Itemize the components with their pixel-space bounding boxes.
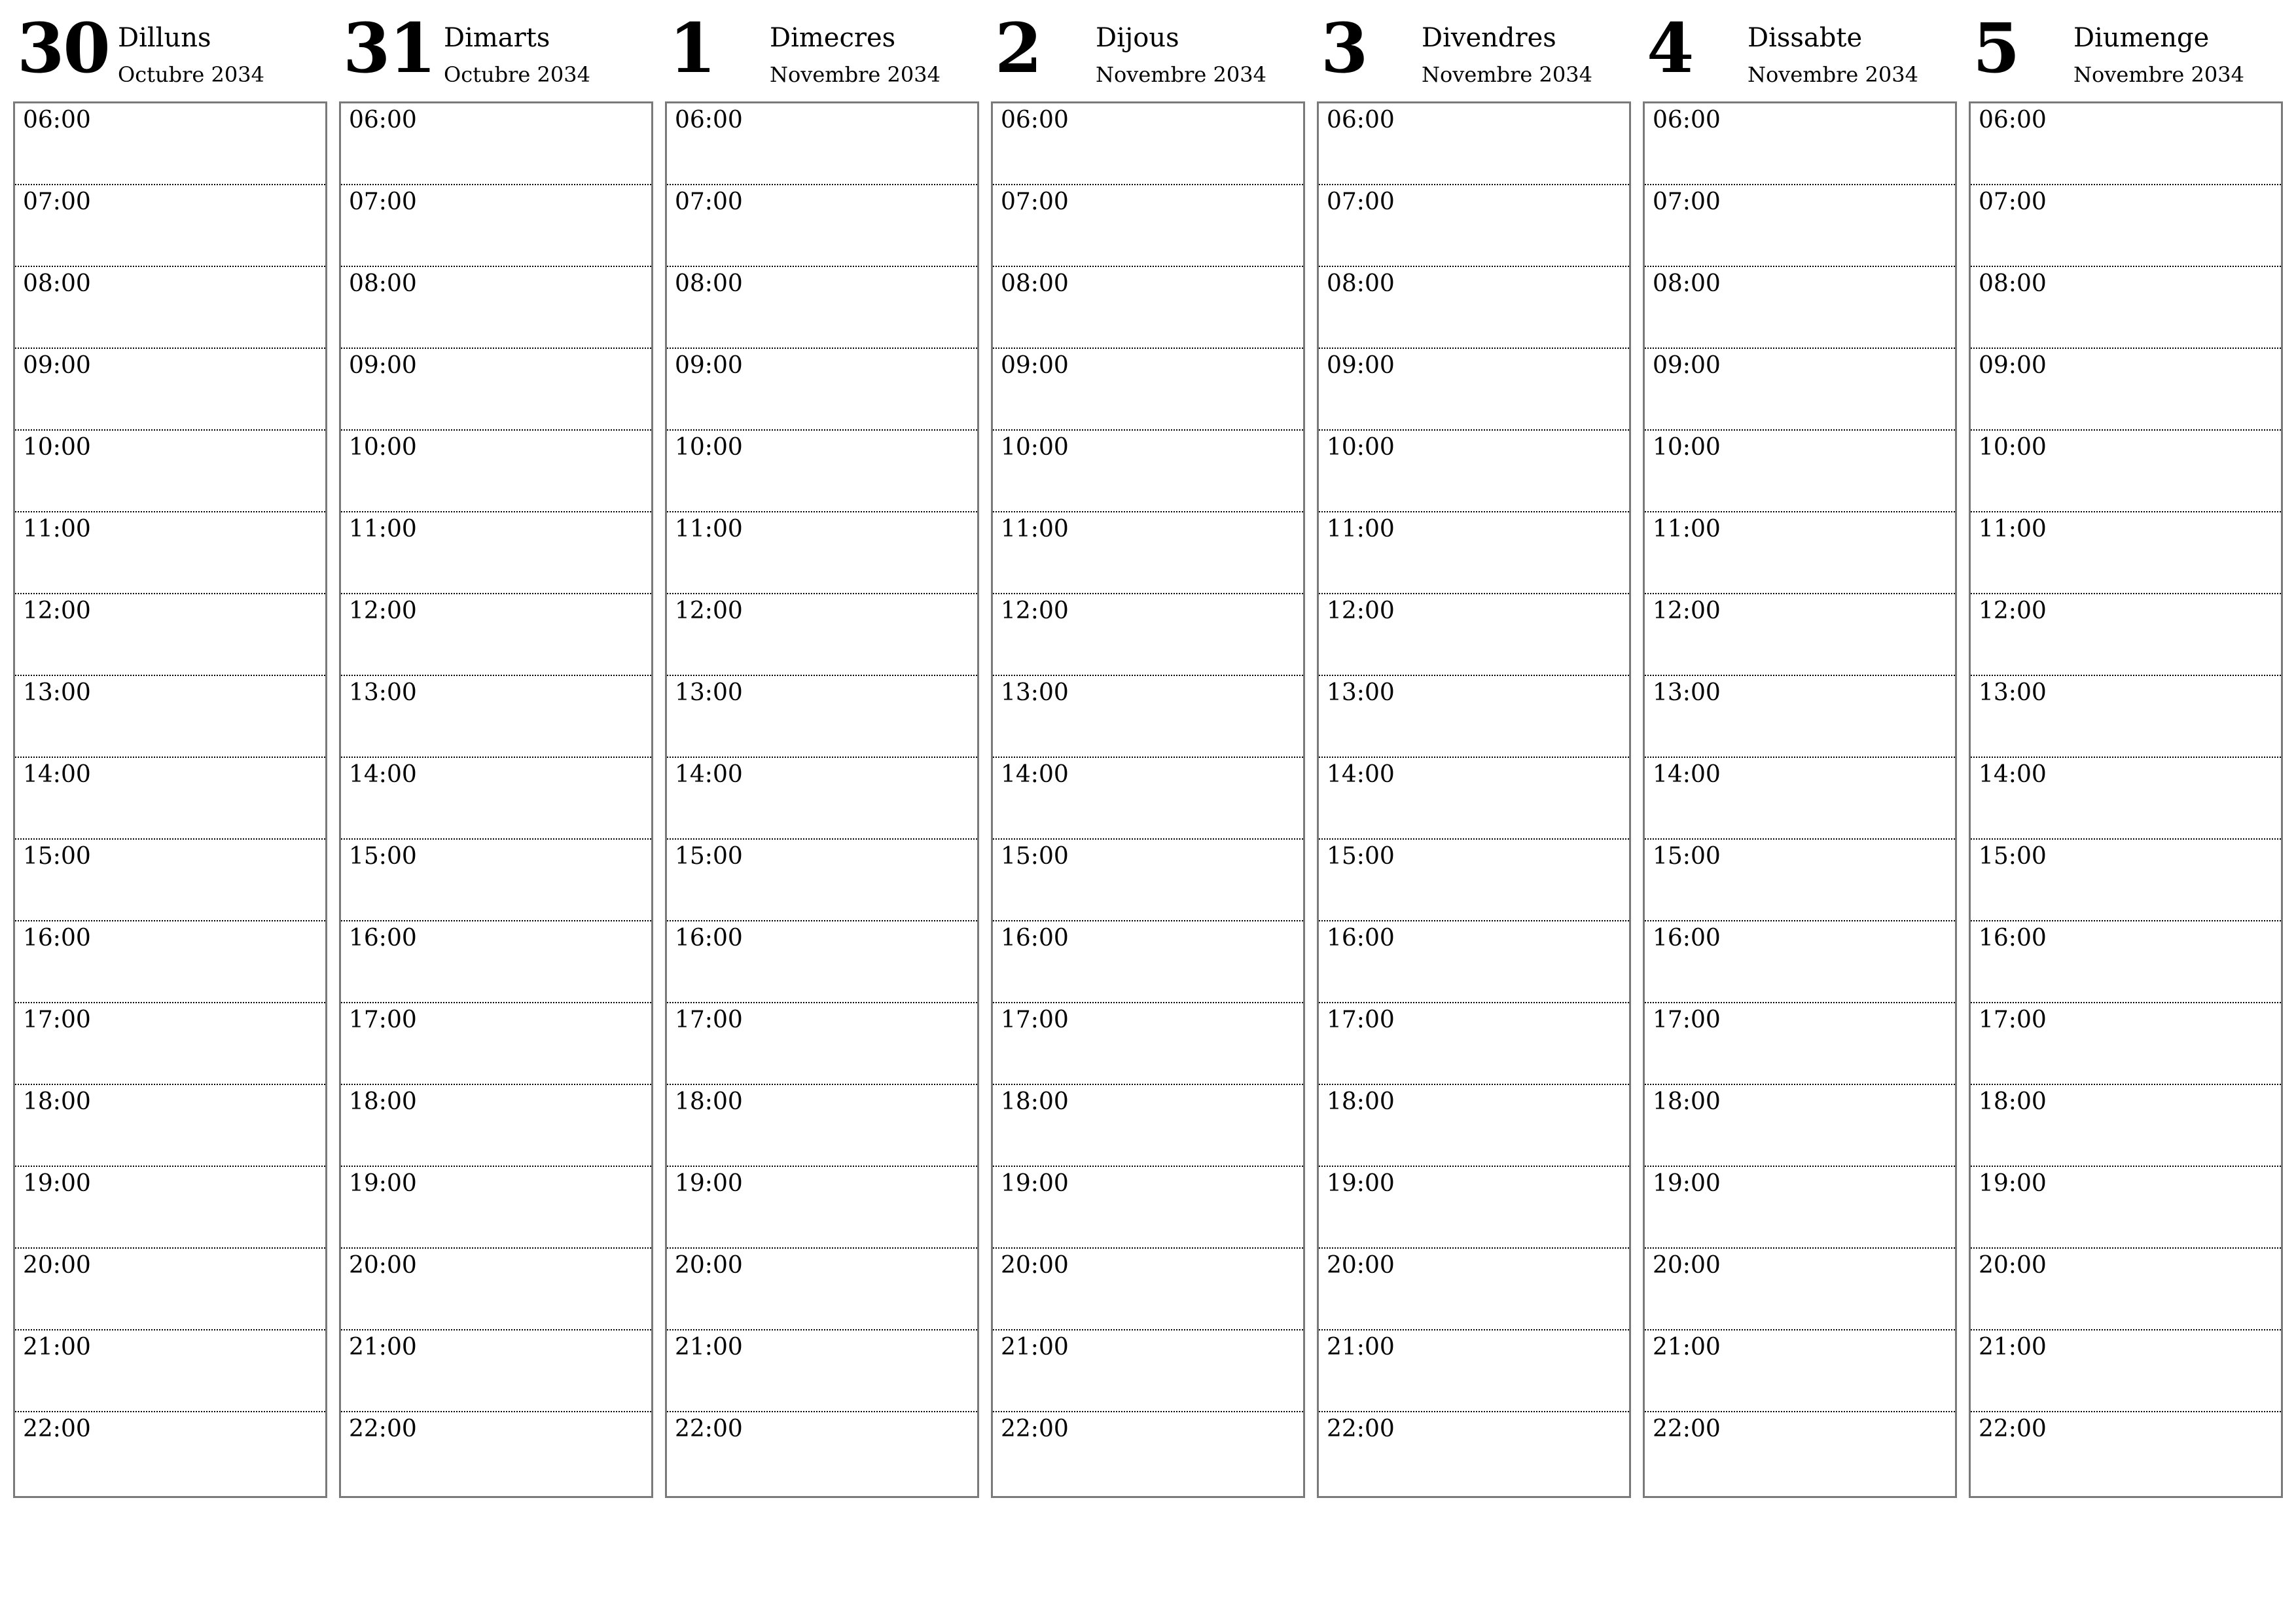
hour-slot[interactable] bbox=[993, 1330, 1303, 1412]
hour-label: 09:00 bbox=[1327, 352, 1395, 379]
hour-label: 15:00 bbox=[1979, 843, 2047, 870]
hour-slot[interactable] bbox=[15, 840, 325, 921]
hour-label: 11:00 bbox=[675, 516, 743, 543]
hour-slot[interactable] bbox=[1971, 512, 2281, 594]
day-column bbox=[665, 0, 978, 1499]
day-number: 2 bbox=[995, 8, 1041, 88]
hour-label: 22:00 bbox=[1653, 1416, 1721, 1442]
hour-slot[interactable] bbox=[993, 676, 1303, 758]
hour-slot[interactable] bbox=[15, 1412, 325, 1494]
hour-slot[interactable] bbox=[1645, 185, 1955, 267]
hour-slot[interactable] bbox=[1645, 103, 1955, 185]
hour-slot[interactable] bbox=[667, 1003, 977, 1085]
hour-label: 20:00 bbox=[349, 1252, 417, 1279]
month-year: Novembre 2034 bbox=[1748, 62, 1918, 87]
hour-slot[interactable] bbox=[1645, 349, 1955, 431]
hour-slot[interactable] bbox=[1971, 1003, 2281, 1085]
hour-slot[interactable] bbox=[341, 103, 651, 185]
hour-slot[interactable] bbox=[15, 1249, 325, 1330]
hour-label: 15:00 bbox=[1001, 843, 1069, 870]
month-year: Novembre 2034 bbox=[1422, 62, 1592, 87]
hour-slot[interactable] bbox=[341, 431, 651, 512]
hour-slot[interactable] bbox=[667, 512, 977, 594]
hour-label: 17:00 bbox=[1001, 1007, 1069, 1033]
hour-slot[interactable] bbox=[1319, 349, 1629, 431]
hour-label: 16:00 bbox=[1001, 925, 1069, 952]
hour-slot[interactable] bbox=[15, 512, 325, 594]
hour-label: 07:00 bbox=[1979, 188, 2047, 215]
hour-slot[interactable] bbox=[1319, 267, 1629, 349]
hour-label: 20:00 bbox=[23, 1252, 91, 1279]
hour-slot[interactable] bbox=[1971, 921, 2281, 1003]
hour-slot[interactable] bbox=[15, 349, 325, 431]
hour-slot[interactable] bbox=[15, 1167, 325, 1249]
hour-label: 21:00 bbox=[23, 1334, 91, 1361]
day-schedule-box bbox=[13, 101, 327, 1498]
hour-label: 08:00 bbox=[1653, 270, 1721, 297]
hour-slot[interactable] bbox=[667, 758, 977, 840]
hour-label: 10:00 bbox=[1327, 434, 1395, 461]
day-number: 5 bbox=[1973, 8, 2019, 88]
weekday-name: Dimecres bbox=[770, 23, 896, 53]
hour-slot[interactable] bbox=[993, 349, 1303, 431]
hour-slot[interactable] bbox=[1645, 1330, 1955, 1412]
hour-label: 13:00 bbox=[349, 679, 417, 706]
hour-label: 12:00 bbox=[1327, 597, 1395, 624]
hour-label: 19:00 bbox=[675, 1170, 743, 1197]
hour-label: 11:00 bbox=[349, 516, 417, 543]
hour-label: 09:00 bbox=[1001, 352, 1069, 379]
hour-label: 20:00 bbox=[675, 1252, 743, 1279]
hour-label: 19:00 bbox=[1327, 1170, 1395, 1197]
weekday-name: Diumenge bbox=[2073, 23, 2210, 53]
weekday-name: Divendres bbox=[1422, 23, 1556, 53]
hour-label: 20:00 bbox=[1001, 1252, 1069, 1279]
hour-slot[interactable] bbox=[15, 758, 325, 840]
day-header bbox=[339, 0, 652, 101]
hour-slot[interactable] bbox=[341, 1167, 651, 1249]
month-year: Novembre 2034 bbox=[2073, 62, 2244, 87]
hour-label: 06:00 bbox=[1001, 107, 1069, 134]
hour-label: 14:00 bbox=[1979, 761, 2047, 788]
hour-label: 16:00 bbox=[1653, 925, 1721, 952]
day-schedule-box bbox=[991, 101, 1305, 1498]
hour-slot[interactable] bbox=[341, 594, 651, 676]
hour-slot[interactable] bbox=[1971, 1412, 2281, 1494]
day-schedule-box bbox=[1643, 101, 1957, 1498]
hour-label: 08:00 bbox=[1327, 270, 1395, 297]
hour-label: 20:00 bbox=[1653, 1252, 1721, 1279]
hour-label: 09:00 bbox=[23, 352, 91, 379]
hour-slot[interactable] bbox=[1971, 1249, 2281, 1330]
hour-slot[interactable] bbox=[15, 1003, 325, 1085]
hour-label: 09:00 bbox=[1979, 352, 2047, 379]
hour-label: 17:00 bbox=[349, 1007, 417, 1033]
hour-label: 07:00 bbox=[1653, 188, 1721, 215]
hour-label: 19:00 bbox=[1653, 1170, 1721, 1197]
hour-label: 19:00 bbox=[349, 1170, 417, 1197]
hour-slot[interactable] bbox=[667, 349, 977, 431]
hour-label: 22:00 bbox=[1979, 1416, 2047, 1442]
day-header bbox=[1643, 0, 1956, 101]
weekday-name: Dilluns bbox=[118, 23, 211, 53]
hour-label: 16:00 bbox=[675, 925, 743, 952]
hour-label: 14:00 bbox=[1653, 761, 1721, 788]
hour-slot[interactable] bbox=[667, 431, 977, 512]
hour-slot[interactable] bbox=[1319, 512, 1629, 594]
day-column bbox=[1969, 0, 2282, 1499]
hour-slot[interactable] bbox=[993, 758, 1303, 840]
hour-label: 07:00 bbox=[1327, 188, 1395, 215]
hour-slot[interactable] bbox=[667, 1167, 977, 1249]
weekday-name: Dissabte bbox=[1748, 23, 1863, 53]
hour-label: 13:00 bbox=[675, 679, 743, 706]
hour-slot[interactable] bbox=[1319, 1330, 1629, 1412]
hour-label: 14:00 bbox=[1001, 761, 1069, 788]
hour-label: 15:00 bbox=[675, 843, 743, 870]
hour-slot[interactable] bbox=[1645, 267, 1955, 349]
hour-label: 22:00 bbox=[675, 1416, 743, 1442]
day-column bbox=[1643, 0, 1956, 1499]
hour-label: 08:00 bbox=[1001, 270, 1069, 297]
hour-label: 09:00 bbox=[1653, 352, 1721, 379]
hour-slot[interactable] bbox=[15, 921, 325, 1003]
hour-label: 21:00 bbox=[1979, 1334, 2047, 1361]
hour-label: 16:00 bbox=[349, 925, 417, 952]
hour-label: 14:00 bbox=[23, 761, 91, 788]
hour-label: 20:00 bbox=[1979, 1252, 2047, 1279]
hour-slot[interactable] bbox=[667, 594, 977, 676]
hour-slot[interactable] bbox=[341, 921, 651, 1003]
hour-label: 19:00 bbox=[1979, 1170, 2047, 1197]
hour-slot[interactable] bbox=[667, 840, 977, 921]
hour-label: 14:00 bbox=[675, 761, 743, 788]
hour-slot[interactable] bbox=[1645, 1167, 1955, 1249]
hour-slot[interactable] bbox=[993, 1003, 1303, 1085]
hour-slot[interactable] bbox=[1645, 921, 1955, 1003]
day-column bbox=[1317, 0, 1630, 1499]
hour-slot[interactable] bbox=[1319, 103, 1629, 185]
hour-label: 19:00 bbox=[1001, 1170, 1069, 1197]
hour-label: 11:00 bbox=[1001, 516, 1069, 543]
weekly-planner bbox=[13, 0, 2296, 1505]
hour-label: 13:00 bbox=[1001, 679, 1069, 706]
hour-slot[interactable] bbox=[993, 921, 1303, 1003]
month-year: Octubre 2034 bbox=[118, 62, 264, 87]
hour-slot[interactable] bbox=[1971, 594, 2281, 676]
hour-slot[interactable] bbox=[993, 185, 1303, 267]
hour-label: 21:00 bbox=[675, 1334, 743, 1361]
hour-slot[interactable] bbox=[1971, 431, 2281, 512]
hour-label: 17:00 bbox=[1979, 1007, 2047, 1033]
hour-slot[interactable] bbox=[341, 1249, 651, 1330]
hour-slot[interactable] bbox=[667, 1330, 977, 1412]
hour-label: 20:00 bbox=[1327, 1252, 1395, 1279]
day-schedule-box bbox=[665, 101, 979, 1498]
hour-label: 18:00 bbox=[1001, 1088, 1069, 1115]
hour-slot[interactable] bbox=[341, 676, 651, 758]
hour-slot[interactable] bbox=[1971, 267, 2281, 349]
day-number: 1 bbox=[669, 8, 715, 88]
day-header bbox=[1317, 0, 1630, 101]
hour-label: 07:00 bbox=[1001, 188, 1069, 215]
day-column bbox=[339, 0, 652, 1499]
hour-slot[interactable] bbox=[667, 185, 977, 267]
hour-label: 17:00 bbox=[23, 1007, 91, 1033]
hour-slot[interactable] bbox=[1319, 431, 1629, 512]
hour-slot[interactable] bbox=[667, 267, 977, 349]
hour-label: 17:00 bbox=[1653, 1007, 1721, 1033]
hour-label: 14:00 bbox=[1327, 761, 1395, 788]
day-schedule-box bbox=[1317, 101, 1631, 1498]
hour-slot[interactable] bbox=[993, 1249, 1303, 1330]
hour-label: 11:00 bbox=[23, 516, 91, 543]
hour-label: 07:00 bbox=[349, 188, 417, 215]
hour-label: 13:00 bbox=[1327, 679, 1395, 706]
hour-label: 06:00 bbox=[23, 107, 91, 134]
weekday-name: Dijous bbox=[1096, 23, 1179, 53]
day-header bbox=[1969, 0, 2282, 101]
hour-slot[interactable] bbox=[1645, 758, 1955, 840]
hour-slot[interactable] bbox=[1971, 1330, 2281, 1412]
hour-slot[interactable] bbox=[993, 1085, 1303, 1167]
hour-label: 06:00 bbox=[1979, 107, 2047, 134]
hour-slot[interactable] bbox=[1319, 1249, 1629, 1330]
hour-slot[interactable] bbox=[1645, 1085, 1955, 1167]
month-year: Octubre 2034 bbox=[444, 62, 590, 87]
hour-label: 21:00 bbox=[1327, 1334, 1395, 1361]
hour-slot[interactable] bbox=[1971, 840, 2281, 921]
hour-label: 15:00 bbox=[1327, 843, 1395, 870]
hour-label: 10:00 bbox=[1001, 434, 1069, 461]
hour-slot[interactable] bbox=[993, 267, 1303, 349]
hour-label: 08:00 bbox=[1979, 270, 2047, 297]
hour-label: 12:00 bbox=[675, 597, 743, 624]
hour-slot[interactable] bbox=[1645, 594, 1955, 676]
hour-slot[interactable] bbox=[341, 840, 651, 921]
hour-label: 06:00 bbox=[1653, 107, 1721, 134]
hour-slot[interactable] bbox=[341, 1085, 651, 1167]
hour-label: 11:00 bbox=[1327, 516, 1395, 543]
hour-label: 11:00 bbox=[1979, 516, 2047, 543]
hour-slot[interactable] bbox=[1319, 1003, 1629, 1085]
month-year: Novembre 2034 bbox=[770, 62, 941, 87]
hour-slot[interactable] bbox=[667, 921, 977, 1003]
hour-slot[interactable] bbox=[15, 267, 325, 349]
hour-label: 18:00 bbox=[1327, 1088, 1395, 1115]
hour-slot[interactable] bbox=[1645, 1003, 1955, 1085]
hour-slot[interactable] bbox=[1971, 1085, 2281, 1167]
hour-slot[interactable] bbox=[1971, 349, 2281, 431]
hour-label: 19:00 bbox=[23, 1170, 91, 1197]
hour-label: 15:00 bbox=[349, 843, 417, 870]
hour-slot[interactable] bbox=[667, 1249, 977, 1330]
hour-label: 09:00 bbox=[675, 352, 743, 379]
hour-slot[interactable] bbox=[1971, 676, 2281, 758]
hour-slot[interactable] bbox=[1645, 431, 1955, 512]
hour-label: 15:00 bbox=[23, 843, 91, 870]
hour-slot[interactable] bbox=[1319, 1167, 1629, 1249]
hour-slot[interactable] bbox=[1319, 1412, 1629, 1494]
hour-label: 15:00 bbox=[1653, 843, 1721, 870]
day-column bbox=[991, 0, 1304, 1499]
day-number: 4 bbox=[1647, 8, 1693, 88]
hour-label: 21:00 bbox=[349, 1334, 417, 1361]
hour-slot[interactable] bbox=[15, 1085, 325, 1167]
hour-label: 06:00 bbox=[675, 107, 743, 134]
hour-label: 06:00 bbox=[349, 107, 417, 134]
hour-slot[interactable] bbox=[341, 512, 651, 594]
hour-slot[interactable] bbox=[1319, 676, 1629, 758]
hour-slot[interactable] bbox=[993, 512, 1303, 594]
hour-slot[interactable] bbox=[1319, 594, 1629, 676]
hour-label: 11:00 bbox=[1653, 516, 1721, 543]
hour-slot[interactable] bbox=[15, 676, 325, 758]
hour-label: 13:00 bbox=[1979, 679, 2047, 706]
hour-slot[interactable] bbox=[1971, 185, 2281, 267]
hour-slot[interactable] bbox=[341, 185, 651, 267]
hour-label: 08:00 bbox=[23, 270, 91, 297]
hour-slot[interactable] bbox=[341, 1330, 651, 1412]
hour-label: 12:00 bbox=[23, 597, 91, 624]
hour-label: 16:00 bbox=[1327, 925, 1395, 952]
hour-slot[interactable] bbox=[15, 103, 325, 185]
hour-label: 07:00 bbox=[675, 188, 743, 215]
hour-label: 10:00 bbox=[349, 434, 417, 461]
hour-slot[interactable] bbox=[341, 349, 651, 431]
hour-slot[interactable] bbox=[993, 1412, 1303, 1494]
hour-label: 10:00 bbox=[23, 434, 91, 461]
hour-label: 22:00 bbox=[1327, 1416, 1395, 1442]
hour-label: 21:00 bbox=[1001, 1334, 1069, 1361]
hour-slot[interactable] bbox=[1319, 840, 1629, 921]
hour-label: 18:00 bbox=[1979, 1088, 2047, 1115]
hour-slot[interactable] bbox=[15, 431, 325, 512]
month-year: Novembre 2034 bbox=[1096, 62, 1266, 87]
hour-label: 13:00 bbox=[1653, 679, 1721, 706]
hour-slot[interactable] bbox=[15, 594, 325, 676]
hour-slot[interactable] bbox=[667, 1085, 977, 1167]
hour-slot[interactable] bbox=[1971, 103, 2281, 185]
day-schedule-box bbox=[1969, 101, 2283, 1498]
hour-slot[interactable] bbox=[993, 594, 1303, 676]
weekday-name: Dimarts bbox=[444, 23, 550, 53]
hour-slot[interactable] bbox=[667, 103, 977, 185]
hour-slot[interactable] bbox=[1319, 921, 1629, 1003]
hour-slot[interactable] bbox=[993, 1167, 1303, 1249]
hour-slot[interactable] bbox=[1645, 840, 1955, 921]
hour-label: 14:00 bbox=[349, 761, 417, 788]
hour-label: 10:00 bbox=[1653, 434, 1721, 461]
hour-slot[interactable] bbox=[15, 185, 325, 267]
hour-slot[interactable] bbox=[1645, 1412, 1955, 1494]
hour-slot[interactable] bbox=[1319, 185, 1629, 267]
hour-label: 16:00 bbox=[1979, 925, 2047, 952]
hour-label: 07:00 bbox=[23, 188, 91, 215]
hour-label: 18:00 bbox=[23, 1088, 91, 1115]
hour-slot[interactable] bbox=[1645, 1249, 1955, 1330]
hour-slot[interactable] bbox=[341, 1412, 651, 1494]
hour-slot[interactable] bbox=[993, 840, 1303, 921]
day-number: 3 bbox=[1321, 8, 1367, 88]
hour-slot[interactable] bbox=[15, 1330, 325, 1412]
hour-slot[interactable] bbox=[341, 1003, 651, 1085]
hour-label: 22:00 bbox=[1001, 1416, 1069, 1442]
hour-label: 21:00 bbox=[1653, 1334, 1721, 1361]
hour-label: 12:00 bbox=[349, 597, 417, 624]
hour-label: 10:00 bbox=[675, 434, 743, 461]
hour-label: 08:00 bbox=[675, 270, 743, 297]
day-number: 30 bbox=[17, 8, 109, 88]
hour-label: 13:00 bbox=[23, 679, 91, 706]
hour-label: 12:00 bbox=[1001, 597, 1069, 624]
hour-label: 18:00 bbox=[349, 1088, 417, 1115]
day-column bbox=[13, 0, 326, 1499]
hour-label: 08:00 bbox=[349, 270, 417, 297]
hour-label: 17:00 bbox=[1327, 1007, 1395, 1033]
day-schedule-box bbox=[339, 101, 653, 1498]
hour-slot[interactable] bbox=[1645, 676, 1955, 758]
hour-slot[interactable] bbox=[1971, 1167, 2281, 1249]
hour-slot[interactable] bbox=[667, 1412, 977, 1494]
hour-slot[interactable] bbox=[667, 676, 977, 758]
hour-slot[interactable] bbox=[993, 431, 1303, 512]
hour-label: 17:00 bbox=[675, 1007, 743, 1033]
hour-label: 12:00 bbox=[1653, 597, 1721, 624]
hour-label: 18:00 bbox=[1653, 1088, 1721, 1115]
day-header bbox=[991, 0, 1304, 101]
hour-slot[interactable] bbox=[1645, 512, 1955, 594]
hour-slot[interactable] bbox=[1319, 1085, 1629, 1167]
day-number: 31 bbox=[343, 8, 435, 88]
hour-label: 09:00 bbox=[349, 352, 417, 379]
hour-label: 06:00 bbox=[1327, 107, 1395, 134]
hour-label: 10:00 bbox=[1979, 434, 2047, 461]
hour-slot[interactable] bbox=[993, 103, 1303, 185]
hour-label: 12:00 bbox=[1979, 597, 2047, 624]
hour-label: 22:00 bbox=[349, 1416, 417, 1442]
day-header bbox=[13, 0, 326, 101]
hour-slot[interactable] bbox=[1319, 758, 1629, 840]
day-header bbox=[665, 0, 978, 101]
hour-label: 16:00 bbox=[23, 925, 91, 952]
hour-slot[interactable] bbox=[1971, 758, 2281, 840]
hour-slot[interactable] bbox=[341, 267, 651, 349]
hour-slot[interactable] bbox=[341, 758, 651, 840]
hour-label: 22:00 bbox=[23, 1416, 91, 1442]
hour-label: 18:00 bbox=[675, 1088, 743, 1115]
